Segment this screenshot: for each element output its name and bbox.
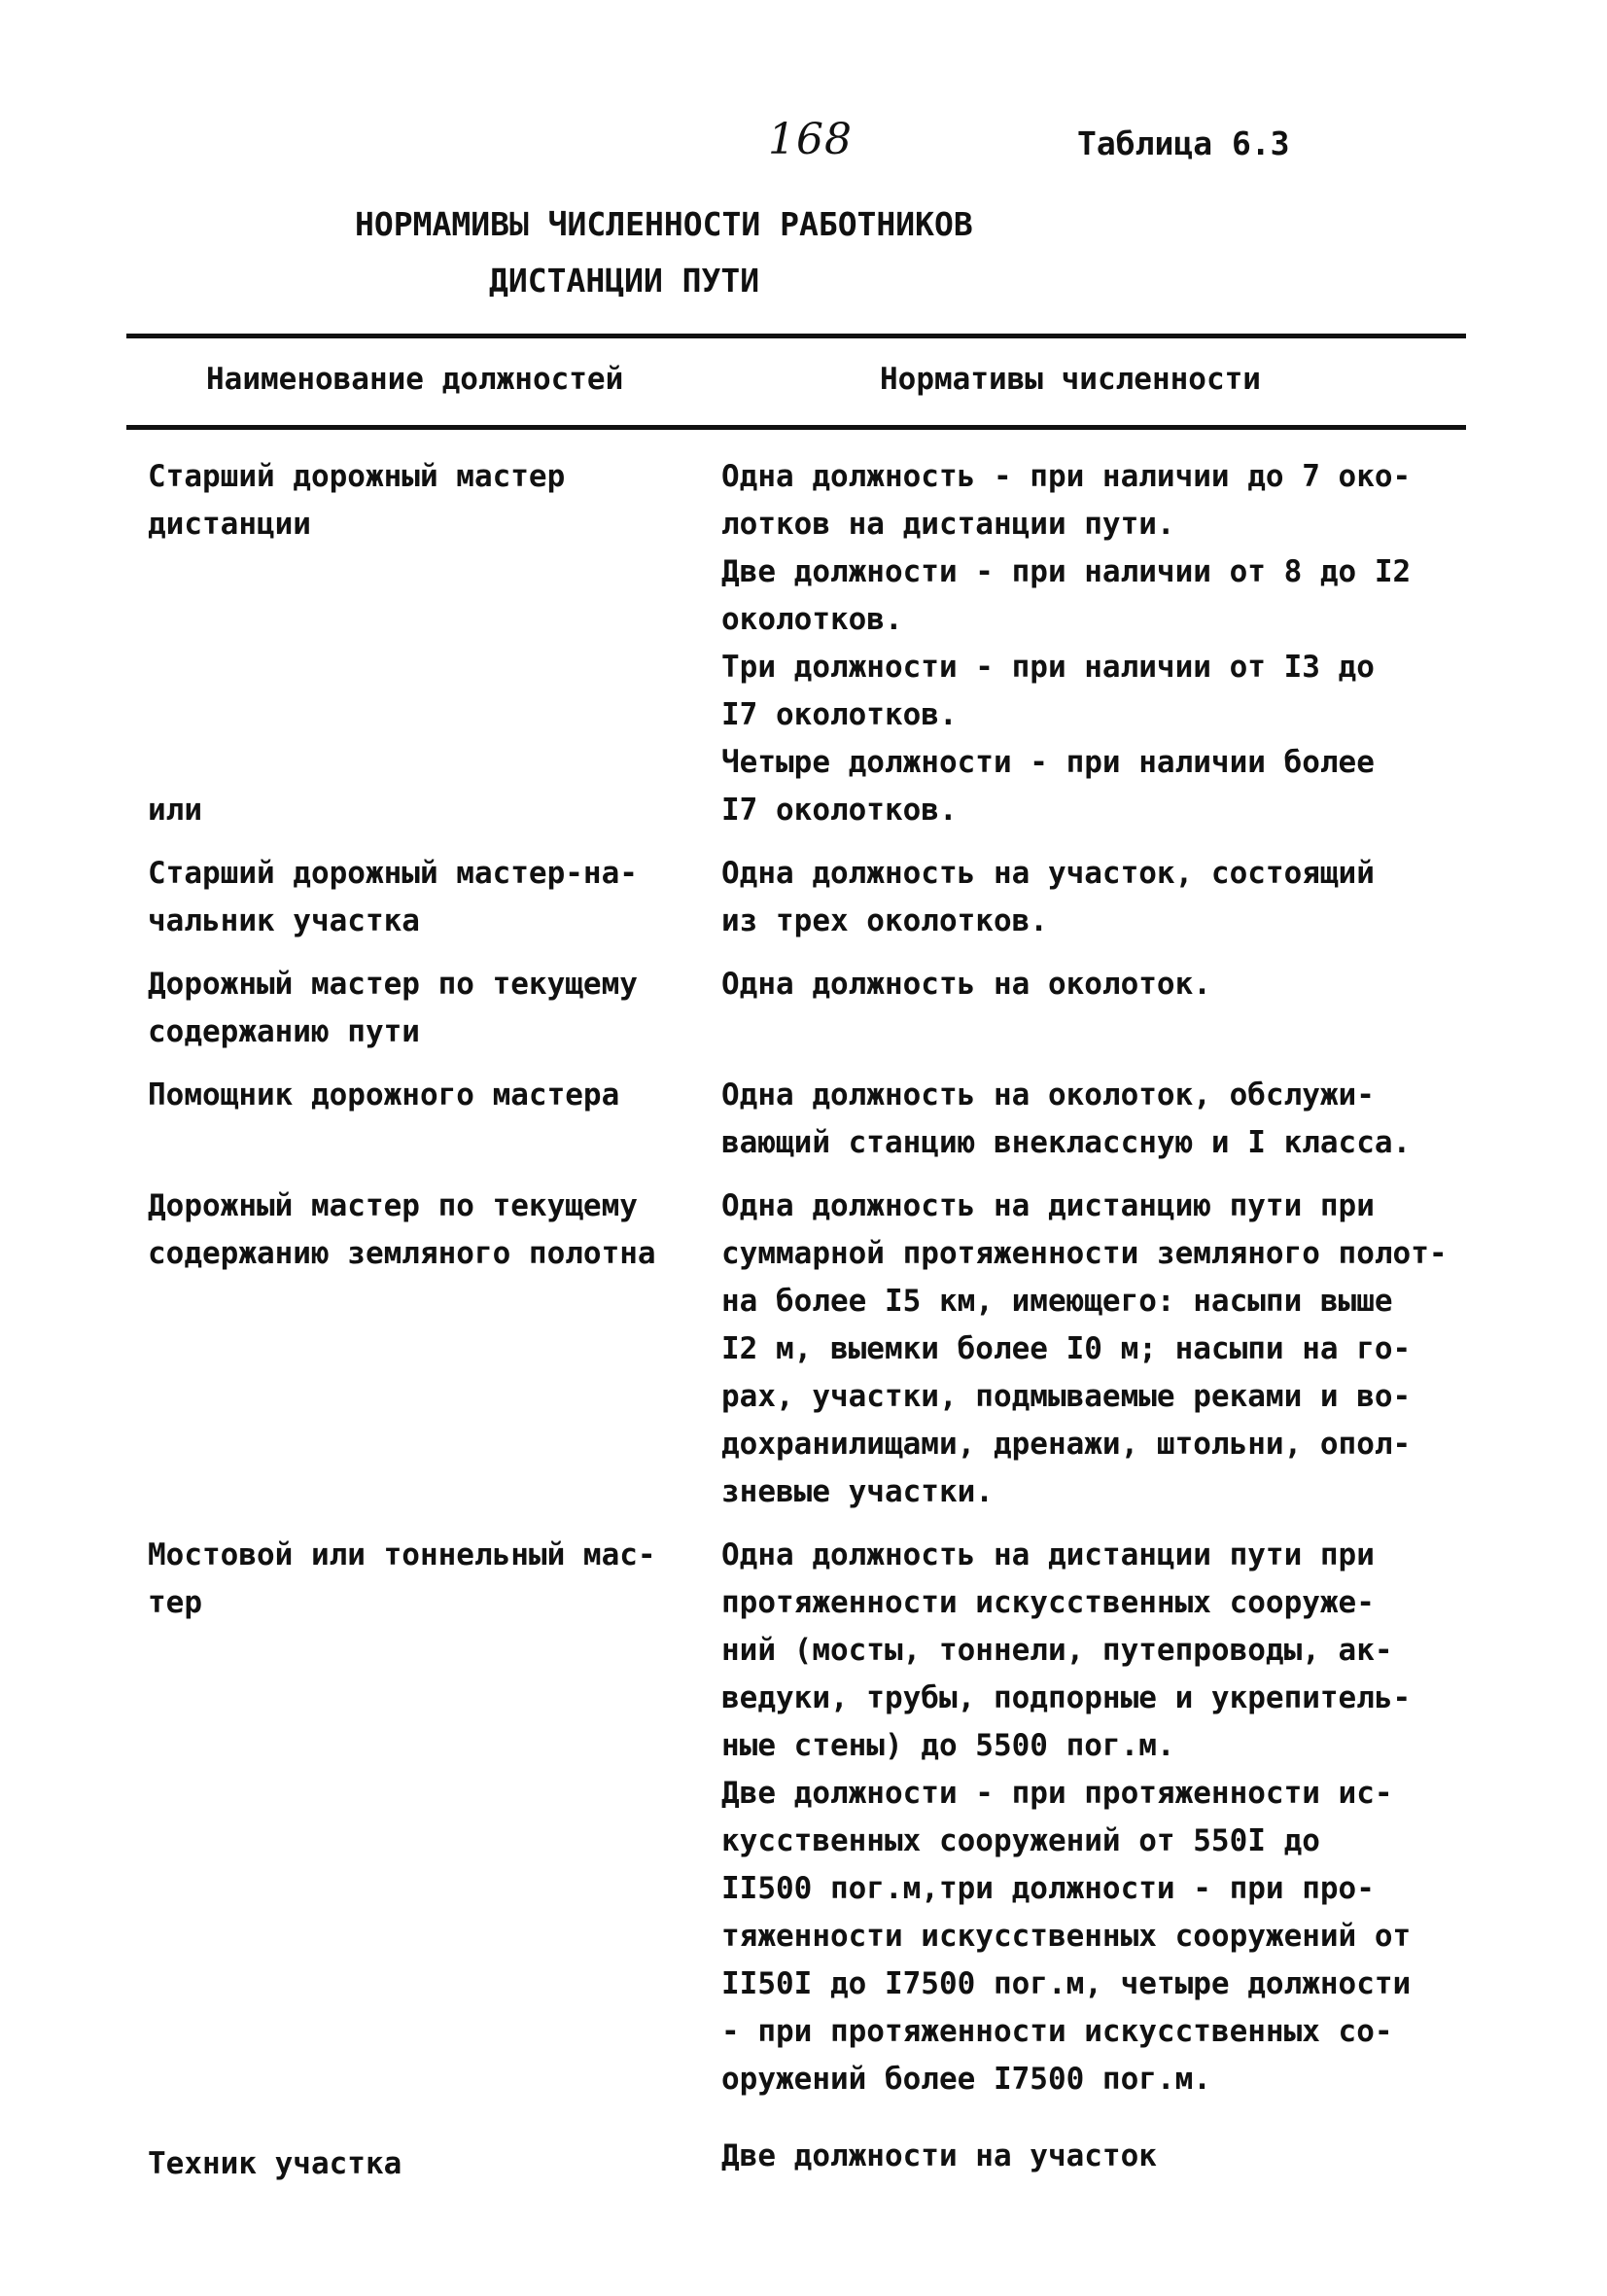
position-text: Старший дорожный мастер дистанции — [148, 459, 566, 542]
position-cell: Мостовой или тоннельный мас- тер — [148, 1537, 656, 1620]
table-row — [148, 1532, 1470, 2103]
position-cell: Старший дорожный мастер-на- чальник участка — [148, 856, 638, 938]
table-label: Таблица 6.3 — [1077, 124, 1290, 162]
position-cell: Техник участка — [148, 2146, 402, 2181]
position-cell: Дорожный мастер по текущему содержанию пути — [148, 967, 638, 1049]
column-header-norms: Нормативы численности — [880, 362, 1261, 397]
table-row — [148, 961, 1470, 1056]
position-cell: Дорожный мастер по текущему содержанию земляного полотна — [148, 1188, 656, 1271]
table-top-rule — [126, 334, 1466, 338]
table-row — [148, 453, 1470, 834]
norms-cell: Одна должность на околоток, обслужи- вающий станцию внеклассную и I класса. — [721, 1077, 1412, 1160]
norms-cell: Одна должность на дистанцию пути при суммарной протяженности земляного полот- на более I5 км, имеющего: насыпи выше I2 м, выемки более I0 м; насыпи на го- рах, участки, подмываемые реками и во- дохранилищами, дренажи, штольни, опол- зневые участки. — [721, 1188, 1448, 1509]
norms-cell: Одна должность на дистанции пути при протяженности искусственных сооруже- ний (мосты, тоннели, путепроводы, ак- ведуки, трубы, подпорные и укрепитель- ные стены) до 5500 пог.м. Две должности - при протяженности ис- кусственных сооружений от 550I до II500 пог.м,три должности - при про- тяженности искусственных сооружений от II50I до I7500 пог.м, четыре должности - при протяженности искусственных со- оружений более I7500 пог.м. — [721, 1537, 1412, 2097]
table-row — [148, 1183, 1470, 1516]
connector-text: или — [148, 793, 202, 828]
page-number: 168 — [768, 115, 853, 164]
norms-cell: Одна должность на участок, состоящий из трех околотков. — [721, 856, 1375, 938]
table-row — [148, 2133, 1470, 2188]
table-title — [355, 196, 977, 309]
table-row — [148, 1072, 1470, 1167]
norms-cell: Одна должность на околоток. — [721, 967, 1211, 1002]
table-title-line-2: ДИСТАНЦИИ ПУТИ — [489, 262, 760, 300]
column-header-position: Наименование должностей — [206, 362, 624, 397]
norms-cell: Две должности на участок — [721, 2138, 1157, 2173]
norms-cell: Одна должность - при наличии до 7 око- лотков на дистанции пути. Две должности - при наличии от 8 до I2 околотков. Три должности - при наличии от I3 до I7 околотков. Четыре должности - при наличии более I7 околотков. — [721, 459, 1412, 828]
table-header-rule — [126, 425, 1466, 430]
position-cell: Помощник дорожного мастера — [148, 1077, 620, 1113]
table-row — [148, 850, 1470, 945]
table-body — [148, 453, 1470, 2188]
position-cell — [148, 453, 721, 834]
table-title-line-1: НОРМАМИВЫ ЧИСЛЕННОСТИ РАБОТНИКОВ — [355, 205, 973, 243]
